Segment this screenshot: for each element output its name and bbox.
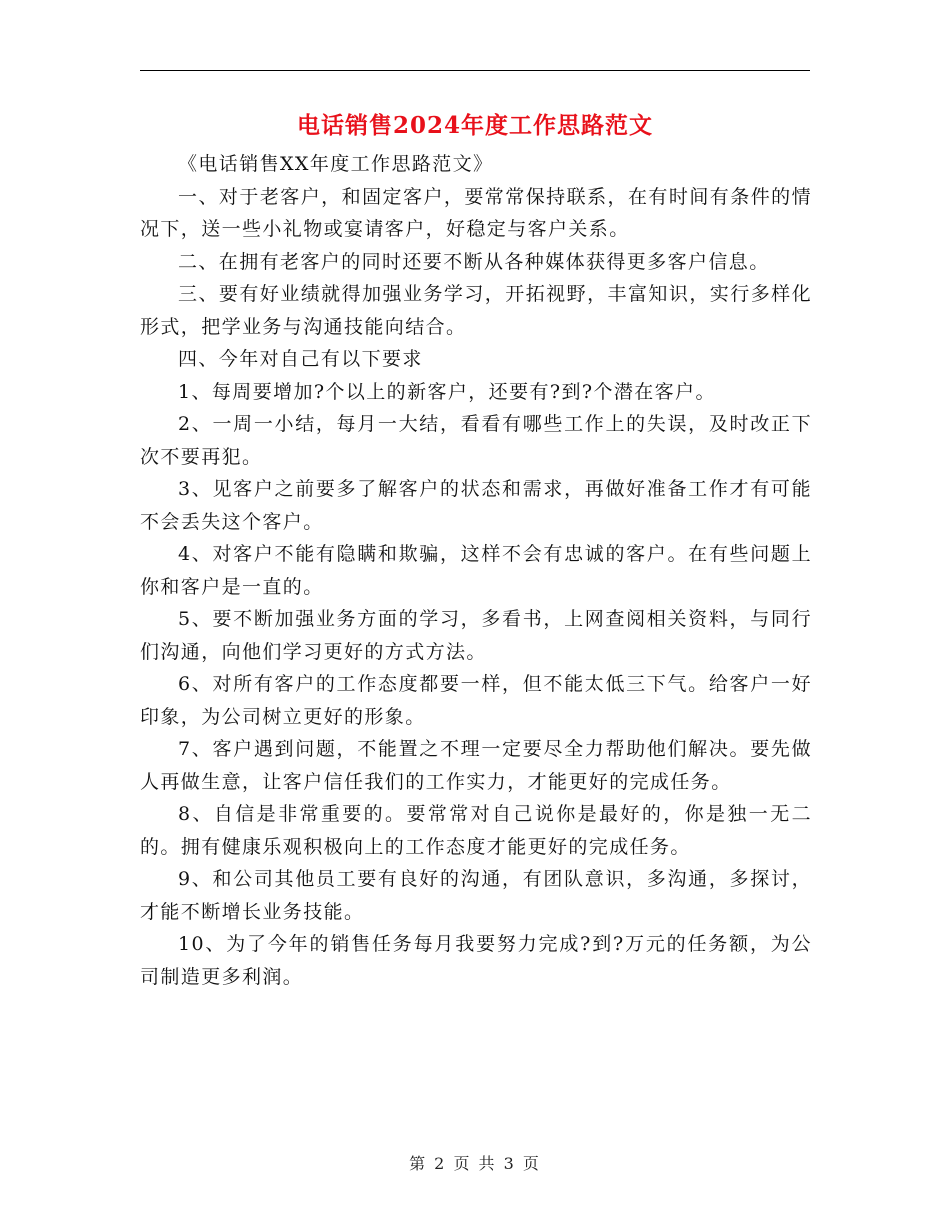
header-rule — [140, 70, 810, 71]
list-item-6: 6、对所有客户的工作态度都要一样，但不能太低三下气。给客户一好印象，为公司树立更好的形象。 — [140, 673, 812, 728]
list-item-4: 4、对客户不能有隐瞒和欺骗，这样不会有忠诚的客户。在有些问题上你和客户是一直的。 — [140, 543, 812, 598]
list-item-1: 1、每周要增加?个以上的新客户，还要有?到?个潜在客户。 — [178, 380, 716, 403]
list-item-7: 7、客户遇到问题，不能置之不理一定要尽全力帮助他们解决。要先做人再做生意，让客户信任我们的工作实力，才能更好的完成任务。 — [140, 738, 812, 793]
paragraph-2: 二、在拥有老客户的同时还要不断从各种媒体获得更多客户信息。 — [178, 250, 770, 273]
document-title: 电话销售2024年度工作思路范文 — [296, 112, 653, 139]
list-item-3: 3、见客户之前要多了解客户的状态和需求，再做好准备工作才有可能不会丢失这个客户。 — [140, 478, 812, 533]
list-item-2: 2、一周一小结，每月一大结，看看有哪些工作上的失误，及时改正下次不要再犯。 — [140, 413, 812, 468]
paragraph-4: 四、今年对自己有以下要求 — [178, 348, 423, 370]
list-item-5: 5、要不断加强业务方面的学习，多看书，上网查阅相关资料，与同行们沟通，向他们学习更好的方式方法。 — [140, 608, 812, 663]
list-item-9: 9、和公司其他员工要有良好的沟通，有团队意识，多沟通，多探讨，才能不断增长业务技能。 — [140, 868, 812, 923]
paragraph-1: 一、对于老客户，和固定客户，要常常保持联系，在有时间有条件的情况下，送一些小礼物或宴请客户，好稳定与客户关系。 — [140, 185, 812, 240]
list-item-8: 8、自信是非常重要的。要常常对自己说你是最好的，你是独一无二的。拥有健康乐观积极向上的工作态度才能更好的完成任务。 — [140, 803, 812, 858]
paragraph-3: 三、要有好业绩就得加强业务学习，开拓视野，丰富知识，实行多样化形式，把学业务与沟通技能向结合。 — [140, 283, 812, 338]
paragraph-intro: 《电话销售XX年度工作思路范文》 — [178, 153, 494, 175]
list-item-10: 10、为了今年的销售任务每月我要努力完成?到?万元的任务额，为公司制造更多利润。 — [140, 933, 812, 988]
document-body — [140, 148, 812, 993]
page-number: 第 2 页 共 3 页 — [409, 1154, 541, 1173]
